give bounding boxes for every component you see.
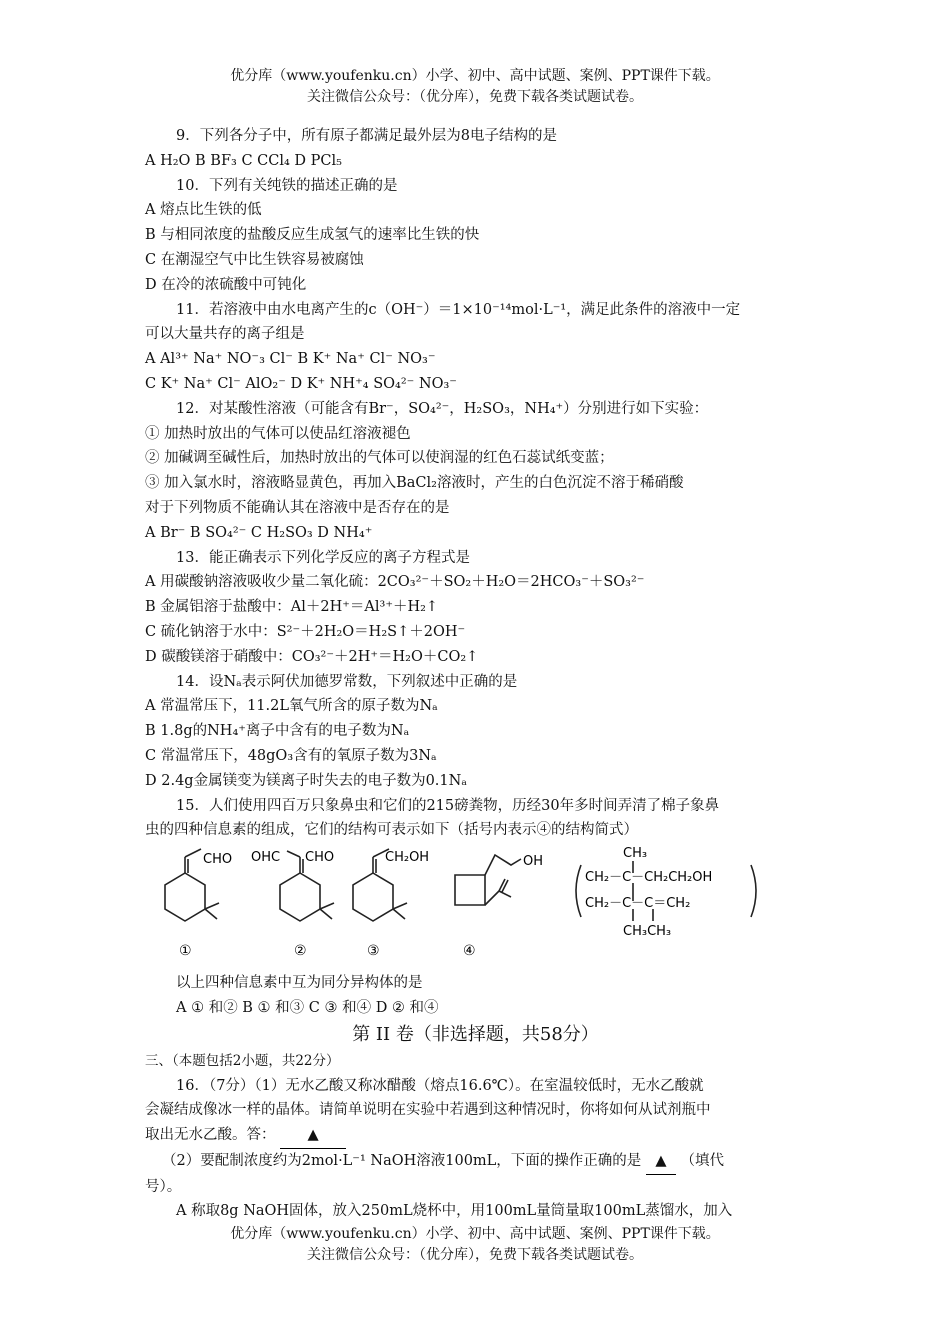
q14-stem: 14．设Nₐ表示阿伏加德罗常数，下列叙述中正确的是	[176, 673, 518, 690]
q13-option-a: A 用碳酸钠溶液吸收少量二氧化硫：2CO₃²⁻＋SO₂＋H₂O＝2HCO₃⁻＋SO₃²⁻	[145, 574, 645, 591]
q16-line-1: 16．（7分）（1）无水乙酸又称冰醋酸（熔点16.6℃）。在室温较低时，无水乙酸就	[176, 1077, 704, 1094]
footer-line-2: 关注微信公众号：（优分库），免费下载各类试题试卷。	[307, 1247, 643, 1263]
q15-ask: 以上四种信息素中互为同分异构体的是	[176, 975, 423, 992]
structure-figures	[145, 843, 806, 971]
condensed-row-3: CH₃CH₃	[623, 924, 672, 940]
q13-stem: 13．能正确表示下列化学反应的离子方程式是	[176, 549, 470, 566]
vinyl-4	[485, 879, 511, 905]
label-4: ④	[463, 943, 476, 960]
ring-1	[165, 873, 205, 921]
methyl-3	[393, 903, 407, 919]
q12-stem: 12．对某酸性溶液（可能含有Br⁻，SO₄²⁻，H₂SO₃，NH₄⁺）分别进行如下实验：	[176, 400, 709, 417]
group-oh: OH	[523, 854, 544, 870]
q16-part-2-text: （2）要配制浓度约为2mol·L⁻¹ NaOH溶液100mL，下面的操作正确的是	[162, 1152, 642, 1169]
q11-stem-1: 11．若溶液中由水电离产生的c（OH⁻）＝1×10⁻¹⁴mol·L⁻¹，满足此条件的溶液中一定	[176, 301, 741, 318]
q11-options-ab: A Al³⁺ Na⁺ NO⁻₃ Cl⁻ B K⁺ Na⁺ Cl⁻ NO₃⁻	[145, 351, 436, 368]
label-1: ①	[179, 943, 192, 960]
q9-stem: 9．下列各分子中，所有原子都满足最外层为8电子结构的是	[176, 128, 557, 144]
q12-exp-3: ③ 加入氯水时，溶液略显黄色，再加入BaCl₂溶液时，产生的白色沉淀不溶于稀硝酸	[145, 475, 684, 492]
q16-line-3	[145, 1123, 775, 1149]
q16-part-2	[162, 1149, 806, 1175]
q16-line-3-text: 取出无水乙酸。答：	[145, 1127, 276, 1144]
q16-part-2-end: 号）。	[145, 1178, 182, 1195]
q13-option-b: B 金属铝溶于盐酸中：Al＋2H⁺＝Al³⁺＋H₂↑	[145, 599, 439, 616]
q11-options-cd: C K⁺ Na⁺ Cl⁻ AlO₂⁻ D K⁺ NH⁺₄ SO₄²⁻ NO₃⁻	[145, 375, 457, 392]
bracket-right	[751, 865, 756, 917]
footer-line-1: 优分库（www.youfenku.cn）小学、初中、高中试题、案例、PPT课件下载。	[230, 1226, 720, 1242]
page-footer	[0, 1224, 950, 1266]
bond-1	[185, 857, 188, 873]
q15-options: A ① 和② B ① 和③ C ③ 和④ D ② 和④	[176, 999, 439, 1016]
bond-2	[287, 851, 303, 873]
q14-option-b: B 1.8g的NH₄⁺离子中含有的电子数为Nₐ	[145, 723, 410, 740]
q16-line-2: 会凝结成像冰一样的晶体。请简单说明在实验中若遇到这种情况时，你将如何从试剂瓶中	[145, 1102, 711, 1119]
label-2: ②	[294, 943, 307, 960]
bracket-left	[576, 865, 581, 917]
q12-exp-2: ② 加碱调至碱性后，加热时放出的气体可以使润湿的红色石蕊试纸变蓝；	[145, 450, 614, 467]
methyl-1	[205, 903, 219, 919]
bond-1b	[185, 849, 201, 857]
header-line-1: 优分库（www.youfenku.cn）小学、初中、高中试题、案例、PPT课件下载。	[230, 68, 720, 84]
group-cho: CHO	[203, 852, 233, 868]
q16-answer-blank[interactable]: ▲	[280, 1123, 346, 1149]
condensed-ch3-top: CH₃	[623, 846, 648, 862]
q10-option-d: D 在冷的浓硫酸中可钝化	[145, 276, 307, 293]
q16-part-2-tail: （填代	[680, 1152, 725, 1169]
q14-option-a: A 常温常压下，11.2L氧气所含的原子数为Nₐ	[145, 698, 438, 715]
ring-2	[280, 873, 320, 921]
q10-option-a: A 熔点比生铁的低	[145, 202, 262, 219]
ring-3	[353, 873, 393, 921]
group-ch2oh: CH₂OH	[385, 850, 430, 866]
q14-option-c: C 常温常压下，48gO₃含有的氧原子数为3Nₐ	[145, 747, 437, 764]
q12-exp-1: ① 加热时放出的气体可以使品红溶液褪色	[145, 425, 411, 442]
q10-option-b: B 与相同浓度的盐酸反应生成氢气的速率比生铁的快	[145, 227, 480, 244]
group-ohc: OHC	[251, 850, 281, 866]
q9-options: A H₂O B BF₃ C CCl₄ D PCl₅	[145, 152, 342, 169]
methyl-2	[320, 903, 334, 919]
header-line-2: 关注微信公众号：（优分库），免费下载各类试题试卷。	[307, 89, 643, 105]
chain-4	[485, 855, 521, 875]
q14-option-d: D 2.4g金属镁变为镁离子时失去的电子数为0.1Nₐ	[145, 772, 467, 789]
condensed-row-2: CH₂－C－C＝CH₂	[585, 896, 691, 912]
question-body	[145, 124, 806, 1224]
q10-option-c: C 在潮湿空气中比生铁容易被腐蚀	[145, 251, 364, 268]
section-2-title: 第 II 卷（非选择题，共58分）	[352, 1023, 599, 1045]
page-header	[0, 66, 950, 108]
label-3: ③	[367, 943, 380, 960]
section-3-heading: 三、（本题包括2小题，共22分）	[145, 1052, 340, 1069]
condensed-row-1: CH₂－C－CH₂CH₂OH	[585, 870, 713, 886]
q16-option-a: A 称取8g NaOH固体，放入250mL烧杯中，用100mL量筒量取100mL蒸馏水，加入	[176, 1203, 733, 1220]
square-4	[455, 875, 485, 905]
q11-stem-2: 可以大量共存的离子组是	[145, 326, 305, 343]
structure-svg	[145, 843, 805, 971]
q10-stem: 10．下列有关纯铁的描述正确的是	[176, 177, 398, 194]
q15-stem-2: 虫的四种信息素的组成，它们的结构可表示如下（括号内表示④的结构简式）	[145, 822, 638, 839]
q16-part-2-blank[interactable]: ▲	[646, 1149, 676, 1175]
q12-options: A Br⁻ B SO₄²⁻ C H₂SO₃ D NH₄⁺	[145, 524, 373, 541]
q15-stem-1: 15．人们使用四百万只象鼻虫和它们的215磅粪物，历经30年多时间弄清了棉子象鼻	[176, 797, 720, 814]
q12-ask: 对于下列物质不能确认其在溶液中是否存在的是	[145, 499, 450, 516]
q13-option-d: D 碳酸镁溶于硝酸中：CO₃²⁻＋2H⁺＝H₂O＋CO₂↑	[145, 648, 479, 665]
q13-option-c: C 硫化钠溶于水中：S²⁻＋2H₂O＝H₂S↑＋2OH⁻	[145, 623, 466, 640]
group-cho-2: CHO	[305, 850, 335, 866]
